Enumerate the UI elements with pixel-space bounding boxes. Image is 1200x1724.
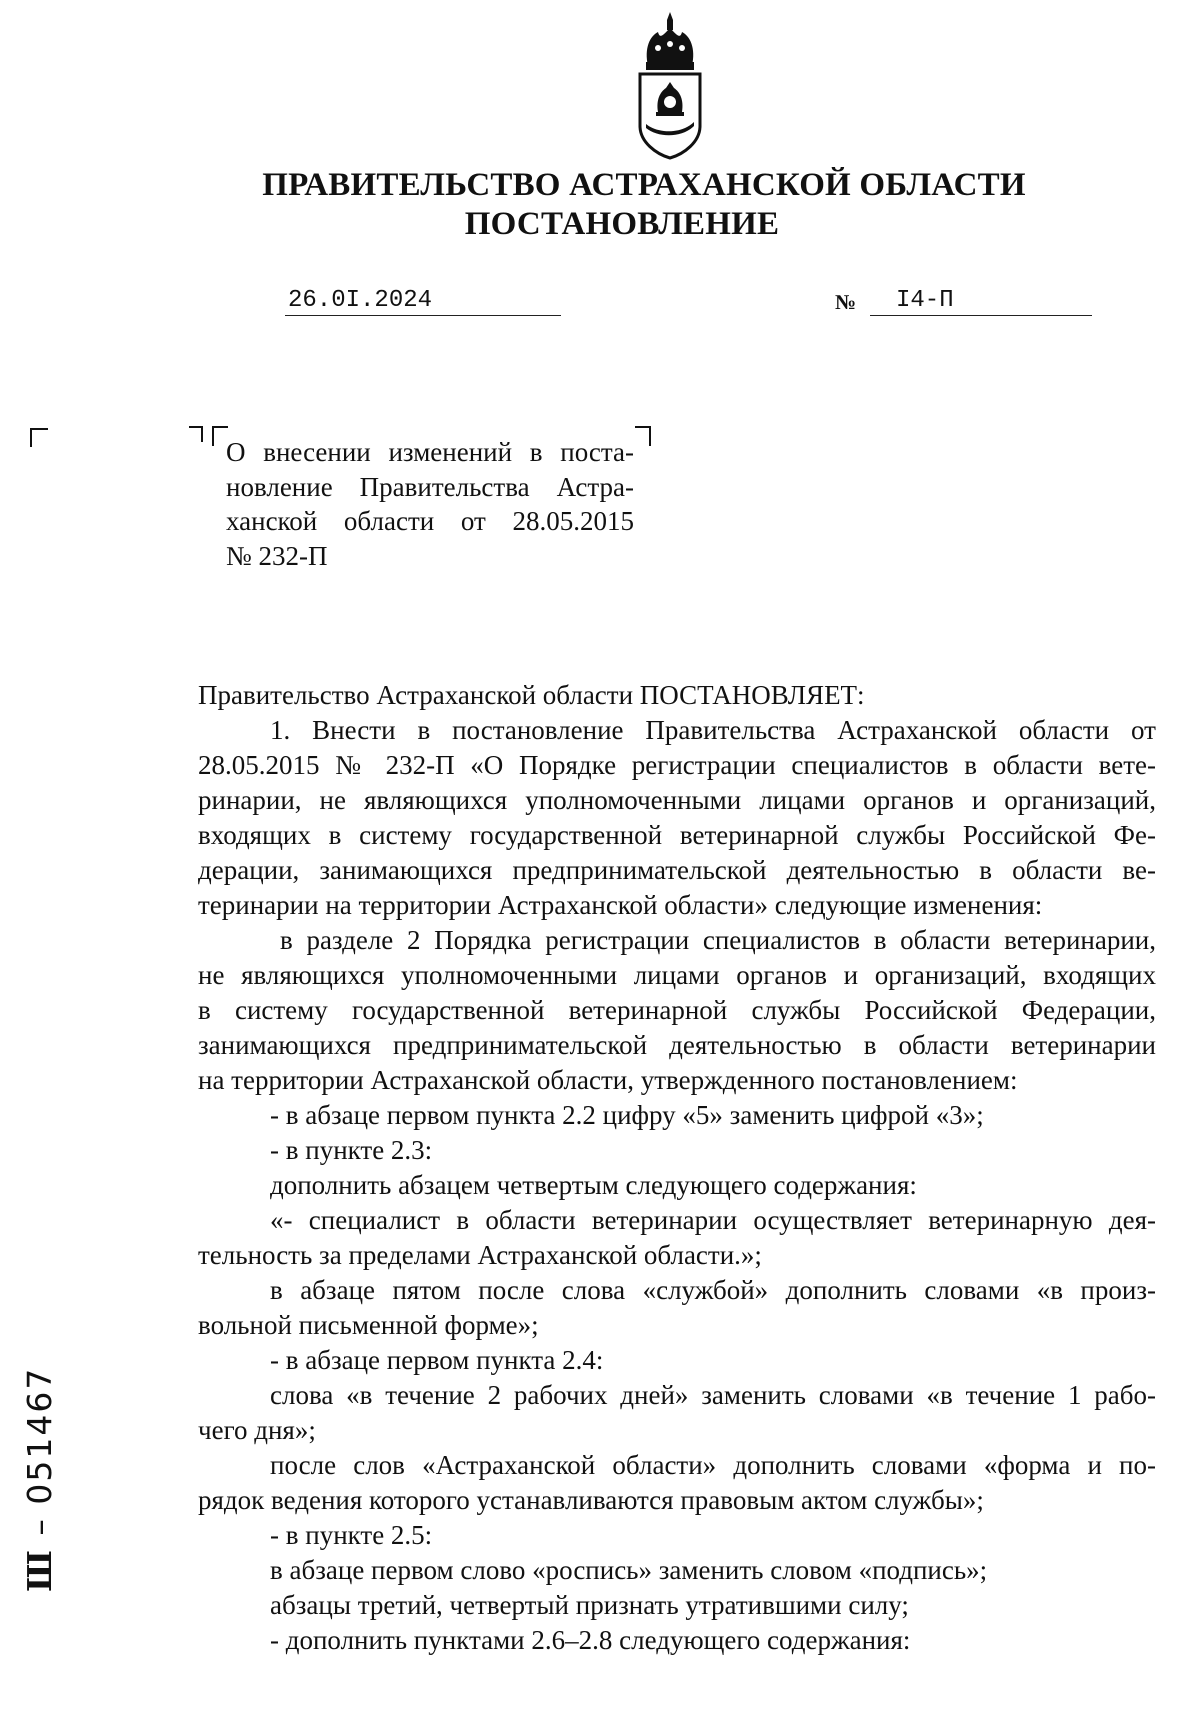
body-line: теринарии на территории Астраханской области» следующие изменения: (198, 890, 1043, 920)
body-line: - в пункте 2.3: (270, 1135, 433, 1165)
title-line: ханской области от 28.05.2015 (226, 506, 634, 536)
body-line: входящих в систему государственной ветеринарной службы Российской Фе- (198, 820, 1156, 850)
stamp-series: Ш (20, 1548, 59, 1592)
stamp-number: 051467 (20, 1366, 59, 1505)
body-line: дополнить абзацем четвертым следующего содержания: (270, 1170, 917, 1200)
body-line: - дополнить пунктами 2.6–2.8 следующего содержания: (270, 1625, 911, 1655)
document-date: 26.0I.2024 (288, 287, 433, 314)
body-line: рядок ведения которого устанавливаются правовым актом службы»; (198, 1485, 984, 1515)
body-line: - в абзаце первом пункта 2.4: (270, 1345, 604, 1375)
title-line: новление Правительства Астра- (226, 471, 634, 502)
body-line: на территории Астраханской области, утвержденного постановлением: (198, 1065, 1018, 1095)
body-line: - в пункте 2.5: (270, 1520, 433, 1550)
body-line: ринарии, не являющихся уполномоченными лицами органов и организаций, (198, 785, 1156, 815)
coat-of-arms-icon (630, 8, 710, 160)
body-line: 28.05.2015 № 232-П «О Порядке регистрации специалистов в области вете- (198, 750, 1156, 780)
document-title (226, 435, 634, 573)
government-name: ПРАВИТЕЛЬСТВО АСТРАХАНСКОЙ ОБЛАСТИ (262, 167, 1026, 203)
body-line: абзацы третий, четвертый признать утратившими силу; (270, 1590, 909, 1620)
body-line: не являющихся уполномоченными лицами органов и организаций, входящих (198, 960, 1156, 990)
title-line: № 232-П (226, 540, 328, 571)
body-line: чего дня»; (198, 1415, 316, 1445)
body-line: в абзаце первом слово «роспись» заменить словом «подпись»; (270, 1555, 988, 1585)
date-field (285, 283, 561, 316)
body-line: слова «в течение 2 рабочих дней» заменить словами «в течение 1 рабо- (270, 1380, 1156, 1410)
title-line: О внесении изменений в поста- (226, 437, 634, 467)
body-line: после слов «Астраханской области» дополнить словами «форма и по- (270, 1450, 1156, 1480)
body-line: Правительство Астраханской области ПОСТАНОВЛЯЕТ: (198, 680, 865, 710)
title-left-bracket-outer (188, 426, 204, 444)
body-line: занимающихся предпринимательской деятельностью в области ветеринарии (198, 1030, 1156, 1060)
left-margin-bracket (30, 428, 50, 448)
number-field (870, 283, 1092, 316)
body-line: в разделе 2 Порядка регистрации специалистов в области ветеринарии, (280, 925, 1156, 955)
body-line: дерации, занимающихся предпринимательской деятельностью в области ве- (198, 855, 1156, 885)
body-line: «- специалист в области ветеринарии осуществляет ветеринарную дея- (270, 1205, 1156, 1235)
document-body (198, 678, 1156, 1658)
side-serial-stamp: Ш – 051467 (20, 1366, 59, 1592)
body-line: вольной письменной форме»; (198, 1310, 539, 1340)
body-line: - в абзаце первом пункта 2.2 цифру «5» заменить цифрой «3»; (270, 1100, 984, 1130)
title-right-bracket (634, 426, 652, 448)
body-line: тельность за пределами Астраханской области.»; (198, 1240, 762, 1270)
body-line: в систему государственной ветеринарной службы Российской Федерации, (198, 995, 1156, 1025)
document-number: I4-П (896, 287, 954, 314)
body-line: 1. Внести в постановление Правительства Астраханской области от (270, 715, 1156, 745)
number-label: № (835, 290, 857, 314)
body-line: в абзаце пятом после слова «службой» дополнить словами «в произ- (270, 1275, 1156, 1305)
document-type: ПОСТАНОВЛЕНИЕ (464, 206, 780, 242)
